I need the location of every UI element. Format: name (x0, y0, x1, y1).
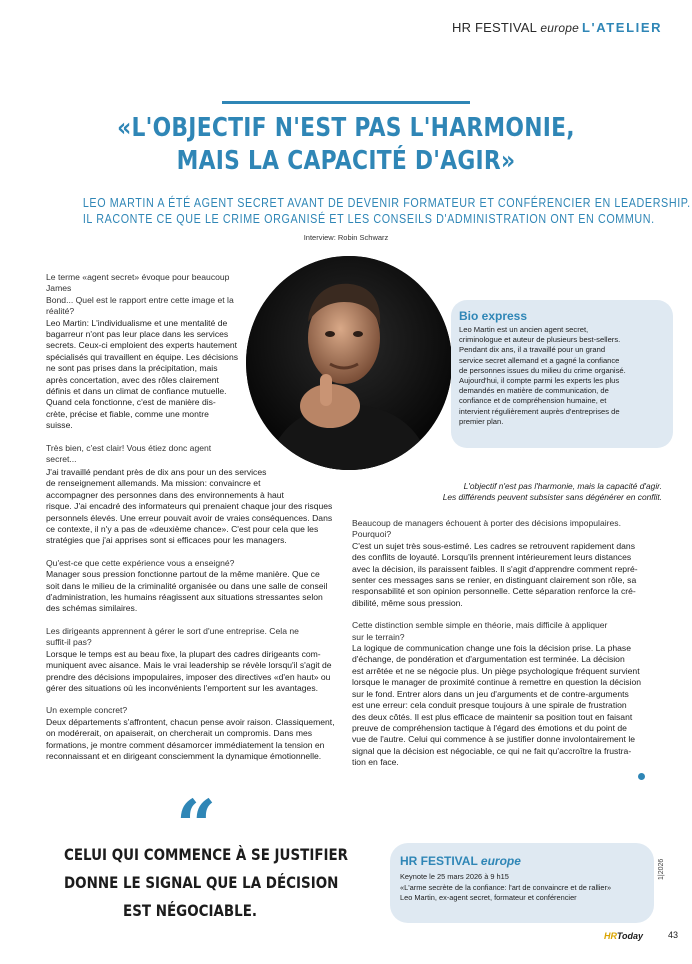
subtitle-line-2: IL RACONTE CE QUE LE CRIME ORGANISÉ ET LES CONSEILS D'ADMINISTRATION ONT EN COMMUN. (82, 212, 655, 226)
text-line: après concertation, avec des rôles clairement (46, 374, 219, 385)
text-line: La logique de communication change une fois la décision prise. La phase (352, 643, 632, 654)
text-line: réalité? (46, 306, 75, 317)
text-line: est arrêtée et ne se négocie plus. Un piège psychologique fréquent survient (352, 665, 640, 676)
pull-quote-line-1: L'objectif n'est pas l'harmonie, mais la capacité d'agir. (463, 481, 662, 491)
event-line-3: Leo Martin, ex-agent secret, formateur et conférencier (400, 893, 577, 902)
title-rule (222, 101, 470, 104)
text-line: responsabilité et son opinion personnelle. Cette séparation renforce la cré- (352, 586, 636, 597)
article-title-line-1: «L'OBJECTIF N'EST PAS L'HARMONIE, (117, 113, 575, 143)
text-line: Quand cela fonctionne, c'est de manière dis- (46, 397, 216, 408)
text-line: lorsque le manager de proximité continue à remettre en question la décision (352, 677, 642, 688)
bio-line: de personnes issues du milieu du crime organisé. (459, 365, 626, 375)
header-section-label: L'ATELIER (582, 20, 663, 35)
text-line: ce contexte, il n'y a pas de «deuxième chance». C'est pour cela que les (46, 524, 319, 535)
event-brand-name: HR FESTIVAL (400, 854, 478, 868)
text-line: Manager sous pression fonctionne partout de la même manière. Que ce (46, 569, 320, 580)
text-line: des deux côtés. Il est plus efficace de maintenir sa position tout en faisant (352, 711, 633, 722)
text-line: sur le fond. Entrer alors dans un jeu d'arguments et de contre-arguments (352, 688, 629, 699)
text-line: personnels élevés. Une erreur pouvait avoir de vraies conséquences. Dans (46, 512, 333, 523)
bio-text (459, 325, 664, 427)
text-line: senter ces messages sans se renier, en distinguant clairement son rôle, sa (352, 575, 637, 586)
text-line: Qu'est-ce que cette expérience vous a enseigné? (46, 557, 235, 568)
bio-line: intervient régulièrement auprès d'entreprises de (459, 406, 620, 416)
text-line: Leo Martin: L'individualisme et une mentalité de (46, 317, 228, 328)
text-line: soit dans le milieu de la criminalité organisée ou dans une salle de conseil (46, 580, 328, 591)
footer-logo-hr: HR (604, 931, 617, 941)
pull-quote-line-2: Les différends peuvent subsister sans dégénérer en conflit. (442, 492, 662, 502)
text-line: reconnaissant et en dirigeant consciemment la dynamique émotionnelle. (46, 750, 322, 761)
byline: Interview: Robin Schwarz (303, 233, 389, 242)
text-line: muniquent avec aisance. Mais le vrai leadership se révèle lorsqu'il s'agit de (46, 660, 332, 671)
text-line: des schémas similaires. (46, 603, 138, 614)
event-brand-suffix: europe (480, 854, 521, 868)
event-line-1: Keynote le 25 mars 2026 à 9 h15 (400, 872, 509, 881)
text-line: Les dirigeants apprennent à gérer le sort d'une entreprise. Cela ne (46, 625, 299, 636)
text-line: C'est un sujet très sous-estimé. Les cadres se retrouvent rapidement dans (352, 540, 635, 551)
page-number: 43 (668, 930, 679, 940)
text-line: ne sont pas prises dans la précipitation, mais (46, 363, 218, 374)
bio-line: confiance et de compréhension humaine, et (459, 396, 607, 406)
text-line: dibilité, même sous pression. (352, 597, 463, 608)
header-brand-suffix: europe (540, 21, 579, 35)
text-line: Deux départements s'affrontent, chacun pense avoir raison. Classiquement, (46, 716, 335, 727)
bio-title: Bio express (459, 309, 528, 323)
text-line: suisse. (46, 420, 73, 431)
event-brand (400, 854, 521, 868)
text-line: d'échange, de pondération et d'argumentation est terminée. La décision (352, 654, 625, 665)
portrait-photo (246, 256, 452, 470)
text-line: accompagner des personnes dans des environnements à haut (46, 489, 284, 500)
text-line: suffit-il pas? (46, 637, 92, 648)
column-2-body (352, 518, 652, 769)
text-line: gérer des situations où les inconvénients l'emportent sur les avantages. (46, 682, 319, 693)
header-brand-name: HR FESTIVAL (452, 20, 537, 35)
bio-line: criminologue et auteur de plusieurs best-sellers. (459, 335, 621, 345)
text-line: définis et dans un climat de confiance mutuelle. (46, 386, 227, 397)
column-1-body (46, 467, 342, 762)
text-line: risque. J'ai encadré des informateurs qui prenaient chaque jour des risques (46, 501, 333, 512)
text-line: secrets. Ceux-ci emploient des experts hautement (46, 340, 238, 351)
text-line: preuve de compréhension tactique à l'égard des émotions et du point de (352, 722, 627, 733)
footer-logo (604, 931, 643, 941)
text-line: secret... (46, 454, 77, 465)
article-end-mark (638, 773, 645, 780)
column-1-intro (46, 272, 254, 432)
text-line: spécialisés qui travaillent en équipe. Les décisions (46, 351, 239, 362)
text-line: Bond... Quel est le rapport entre cette image et la (46, 294, 234, 305)
bio-line: service secret allemand et a gagné la confiance (459, 355, 620, 365)
text-line: tion en face. (352, 757, 399, 768)
text-line: est une erreur: cela conduit presque toujours à une spirale de frustration (352, 700, 627, 711)
text-line: Un exemple concret? (46, 705, 128, 716)
text-line: des conflits de loyauté. Lorsqu'ils prennent intérieurement leurs distances (352, 552, 632, 563)
text-line: vue de l'autre. Celui qui commence à se justifier donne involontairement le (352, 734, 636, 745)
text-line: avec la décision, ils paraissent faibles. Il s'agit d'apprendre comment repré- (352, 563, 638, 574)
article-title-line-2: MAIS LA CAPACITÉ D'AGIR» (176, 146, 516, 176)
bio-line: Leo Martin est un ancien agent secret, (459, 325, 589, 334)
big-quote-line-1: CELUI QUI COMMENCE À SE JUSTIFIER (64, 845, 349, 864)
text-line: sur le terrain? (352, 631, 405, 642)
footer-logo-rest: Today (616, 931, 644, 941)
bio-line: premier plan. (459, 416, 504, 426)
text-line: Beaucoup de managers échouent à porter des décisions impopulaires. (352, 518, 621, 528)
text-line: stratégies que j'ai apprises sont si efficaces pour les managers. (46, 535, 287, 546)
text-line: Très bien, c'est clair! Vous étiez donc agent (46, 443, 212, 453)
big-quote-line-3: EST NÉGOCIABLE. (123, 901, 257, 920)
text-line: J'ai travaillé pendant près de dix ans pour un des services (46, 467, 267, 477)
text-line: signal que la décision est négociable, ce qui ne fait qu'accroître la frustra- (352, 745, 632, 756)
column-1-question-2 (46, 443, 266, 466)
text-line: d'administration, les humains réagissent aux situations stressantes selon (46, 592, 323, 603)
bio-line: Aujourd'hui, il compte parmi les experts les plus (459, 376, 620, 386)
text-line: formations, je montre comment désamorcer immédiatement la tension en (46, 739, 325, 750)
text-line: Cette distinction semble simple en théorie, mais difficile à appliquer (352, 620, 608, 631)
text-line: Le terme «agent secret» évoque pour beaucoup James (46, 272, 230, 294)
text-line: Pourquoi? (352, 529, 392, 540)
text-line: prendre des décisions impopulaires, imposer des directives «d'en haut» ou (46, 671, 331, 682)
subtitle-line-1: LEO MARTIN A ÉTÉ AGENT SECRET AVANT DE DEVENIR FORMATEUR ET CONFÉRENCIER EN LEADERSHIP. (82, 196, 691, 210)
text-line: Lorsque le temps est au beau fixe, la plupart des cadres dirigeants com- (46, 648, 321, 659)
bio-line: Pendant dix ans, il a travaillé pour un grand (459, 345, 606, 355)
quote-mark-icon: “ (176, 784, 217, 867)
text-line: bagarreur n'ont pas leur place dans les services (46, 329, 229, 340)
big-quote-line-2: DONNE LE SIGNAL QUE LA DÉCISION (64, 873, 339, 892)
text-line: de renseignement allemands. Ma mission: convaincre et (46, 478, 261, 489)
issue-number: 1|2026 (658, 858, 665, 880)
text-line: on modérerait, on apaiserait, on chercherait un compromis. Dans mes (46, 728, 313, 739)
bio-line: demandés en matière de communication, de (459, 386, 609, 396)
header-brand (452, 20, 579, 35)
event-line-2: «L'arme secrète de la confiance: l'art de convaincre et de rallier» (400, 883, 612, 892)
text-line: crète, précise et fiable, comme une montre (46, 408, 209, 419)
portrait-illustration (246, 256, 452, 470)
